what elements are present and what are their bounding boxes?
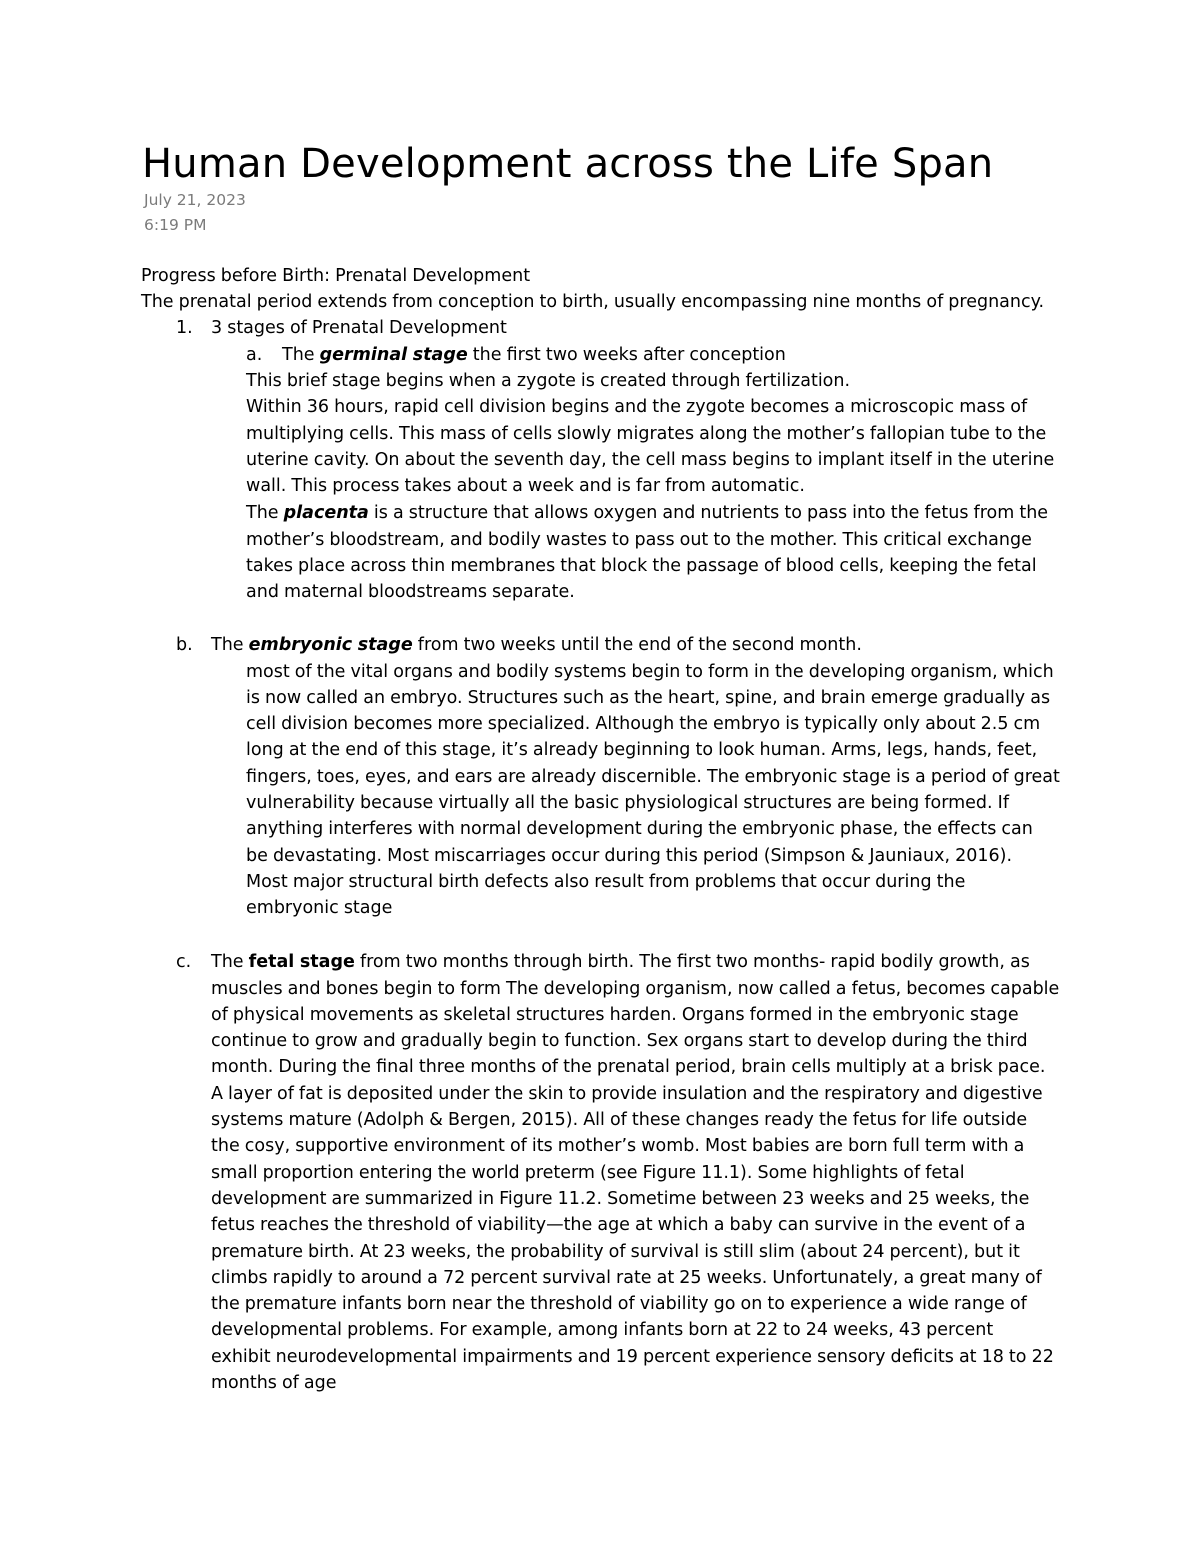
list-marker-c: c. [176, 952, 192, 972]
page-time: 6:19 PM [144, 216, 207, 234]
germinal-paragraph-line: uterine cavity. On about the seventh day, the cell mass begins to implant itself in the uterine [246, 449, 1055, 470]
placenta-paragraph-line: takes place across thin membranes that block the passage of blood cells, keeping the fetal [246, 555, 1037, 576]
placenta-paragraph-line: mother’s bloodstream, and bodily wastes to pass out to the mother. This critical exchange [246, 529, 1032, 550]
placenta-first-line: The placenta is a structure that allows oxygen and nutrients to pass into the fetus from the [246, 503, 1049, 523]
fetal-paragraph-line: continue to grow and gradually begin to function. Sex organs start to develop during the third [211, 1031, 1028, 1052]
fetal-stage-term: fetal stage [248, 952, 355, 972]
germinal-paragraph-line: Within 36 hours, rapid cell division begins and the zygote becomes a microscopic mass of [246, 397, 1028, 418]
germinal-paragraph-line: This brief stage begins when a zygote is created through fertilization. [246, 371, 851, 391]
embryonic-stage-term: embryonic stage [248, 635, 413, 655]
embryonic-paragraph-line: fingers, toes, eyes, and ears are already discernible. The embryonic stage is a period of great [246, 766, 1060, 787]
fetal-paragraph-line: month. During the final three months of the prenatal period, brain cells multiply at a brisk pace. [211, 1057, 1046, 1078]
list-item-1-text: 3 stages of Prenatal Development [211, 318, 507, 338]
placenta-paragraph-line: and maternal bloodstreams separate. [246, 582, 575, 603]
embryonic-paragraph-line: Most major structural birth defects also result from problems that occur during the [246, 871, 966, 892]
list-marker-a: a. [246, 345, 263, 365]
germinal-paragraph-line: wall. This process takes about a week and is far from automatic. [246, 476, 805, 497]
section-heading: Progress before Birth: Prenatal Development [141, 266, 531, 286]
fetal-paragraph-line: climbs rapidly to around a 72 percent survival rate at 25 weeks. Unfortunately, a great many of [211, 1267, 1042, 1288]
germinal-heading: The germinal stage the first two weeks after conception [282, 345, 786, 365]
list-marker-b: b. [176, 635, 193, 655]
embryonic-paragraph-line: anything interferes with normal development during the embryonic phase, the effects can [246, 819, 1033, 840]
fetal-paragraph-line: small proportion entering the world preterm (see Figure 11.1). Some highlights of fetal [211, 1162, 965, 1183]
embryonic-paragraph-line: be devastating. Most miscarriages occur during this period (Simpson & Jauniaux, 2016). [246, 845, 1013, 866]
embryonic-heading: The embryonic stage from two weeks until the end of the second month. [211, 635, 862, 655]
embryonic-paragraph-line: is now called an embryo. Structures such as the heart, spine, and brain emerge gradually as [246, 687, 1051, 708]
germinal-stage-term: germinal stage [319, 345, 468, 365]
fetal-paragraph-line: premature birth. At 23 weeks, the probability of survival is still slim (about 24 percent), but it [211, 1241, 1020, 1262]
fetal-paragraph-line: the cosy, supportive environment of its mother’s womb. Most babies are born full term with a [211, 1136, 1025, 1157]
intro-paragraph: The prenatal period extends from conception to birth, usually encompassing nine months of pregnancy. [141, 292, 1045, 312]
fetal-paragraph-line: developmental problems. For example, among infants born at 22 to 24 weeks, 43 percent [211, 1320, 994, 1341]
embryonic-paragraph-line: most of the vital organs and bodily systems begin to form in the developing organism, which [246, 661, 1054, 682]
embryonic-paragraph-line: cell division becomes more specialized. Although the embryo is typically only about 2.5 cm [246, 714, 1041, 735]
embryonic-paragraph-line: vulnerability because virtually all the basic physiological structures are being formed. If [246, 793, 1009, 813]
page-date: July 21, 2023 [144, 191, 246, 209]
embryonic-paragraph-line: embryonic stage [246, 898, 393, 919]
page-title: Human Development across the Life Span [142, 141, 994, 187]
fetal-paragraph-line: of physical movements as skeletal structures harden. Organs formed in the embryonic stage [211, 1004, 1019, 1025]
fetal-paragraph-line: A layer of fat is deposited under the skin to provide insulation and the respiratory and digestive [211, 1083, 1043, 1104]
fetal-paragraph-line: the premature infants born near the threshold of viability go on to experience a wide range of [211, 1294, 1027, 1315]
germinal-paragraph-line: multiplying cells. This mass of cells slowly migrates along the mother’s fallopian tube to the [246, 423, 1047, 444]
embryonic-paragraph-line: long at the end of this stage, it’s already beginning to look human. Arms, legs, hands, feet, [246, 740, 1038, 761]
fetal-paragraph-line: fetus reaches the threshold of viability—the age at which a baby can survive in the event of a [211, 1215, 1026, 1236]
fetal-paragraph-line: development are summarized in Figure 11.2. Sometime between 23 weeks and 25 weeks, the [211, 1188, 1030, 1209]
fetal-paragraph-line: muscles and bones begin to form The developing organism, now called a fetus, becomes capable [211, 978, 1060, 999]
fetal-paragraph-line: exhibit neurodevelopmental impairments and 19 percent experience sensory deficits at 18 to 22 [211, 1346, 1054, 1367]
list-marker-1: 1. [176, 318, 193, 338]
placenta-term: placenta [283, 503, 369, 523]
fetal-heading: The fetal stage from two months through birth. The first two months- rapid bodily growth, as [211, 952, 1030, 972]
fetal-paragraph-line: months of age [211, 1373, 337, 1393]
fetal-paragraph-line: systems mature (Adolph & Bergen, 2015). All of these changes ready the fetus for life outside [211, 1110, 1028, 1130]
